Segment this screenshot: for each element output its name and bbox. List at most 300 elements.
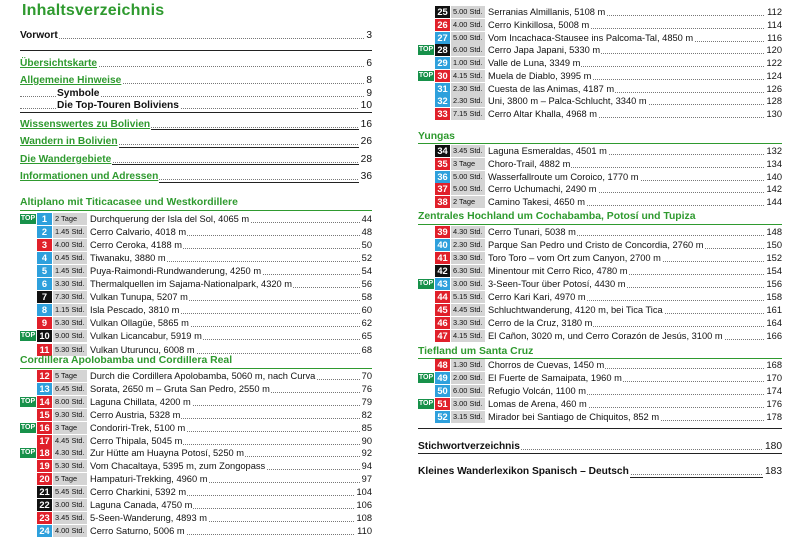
tour-duration: 5.30 Std. bbox=[53, 317, 87, 329]
tour-name: Toro Toro – vom Ort zum Canyon, 2700 m bbox=[488, 252, 661, 263]
tour-number-badge: 20 bbox=[37, 473, 52, 485]
tour-number-badge: 41 bbox=[435, 252, 450, 264]
tour-page: 126 bbox=[766, 83, 782, 94]
tour-number-badge: 23 bbox=[37, 512, 52, 524]
tour-entry[interactable] bbox=[418, 44, 782, 56]
tour-page: 70 bbox=[361, 371, 372, 381]
tour-duration: 1.45 Std. bbox=[53, 265, 87, 277]
tour-entry[interactable] bbox=[418, 6, 782, 18]
tour-name: 3-Seen-Tour über Potosí, 4430 m bbox=[488, 278, 626, 289]
tour-duration: 3.00 Std. bbox=[451, 398, 485, 410]
tour-page: 54 bbox=[361, 266, 372, 277]
toc-entry[interactable] bbox=[20, 153, 372, 166]
entry-label: Wissenswertes zu Bolivien bbox=[20, 119, 151, 130]
tour-duration: 2.30 Std. bbox=[451, 83, 485, 95]
tour-name: 5-Seen-Wanderung, 4893 m bbox=[90, 512, 207, 523]
tour-entry[interactable] bbox=[418, 158, 782, 170]
tour-duration: 5.30 Std. bbox=[53, 344, 87, 356]
entry-label: Die Wandergebiete bbox=[20, 154, 112, 165]
tour-duration: 5.00 Std. bbox=[451, 171, 485, 183]
section-underline bbox=[418, 143, 782, 144]
tour-entry[interactable] bbox=[418, 70, 782, 82]
entry-label: Wandern in Bolivien bbox=[20, 136, 118, 147]
top-badge: TOP bbox=[20, 423, 36, 431]
tour-name: Durch die Cordillera Apolobamba, 5060 m, nach Curva bbox=[90, 371, 316, 381]
tour-page: 170 bbox=[766, 372, 782, 383]
tour-name: Cuesta de las Animas, 4187 m bbox=[488, 83, 615, 94]
tour-page: 116 bbox=[767, 32, 782, 43]
tour-duration: 9.30 Std. bbox=[53, 409, 87, 421]
tour-entry[interactable] bbox=[20, 409, 372, 421]
tour-number-badge: 17 bbox=[37, 435, 52, 447]
tour-name: Laguna Chillata, 4200 m bbox=[90, 396, 191, 407]
tour-duration: 4.30 Std. bbox=[53, 447, 87, 459]
tour-number-badge: 52 bbox=[435, 411, 450, 423]
tour-entry[interactable] bbox=[418, 359, 782, 371]
tour-page: 85 bbox=[361, 422, 372, 433]
tour-page: 156 bbox=[766, 278, 782, 289]
tour-page: 76 bbox=[361, 383, 372, 394]
tour-number-badge: 15 bbox=[37, 409, 52, 421]
tour-number-badge: 33 bbox=[435, 108, 450, 120]
tour-number-badge: 39 bbox=[435, 226, 450, 238]
tour-name: Valle de Luna, 3349 m bbox=[488, 58, 581, 68]
tour-entry[interactable] bbox=[418, 226, 782, 238]
tour-name: Wasserfallroute um Coroico, 1770 m bbox=[488, 171, 639, 182]
tour-duration: 3.00 Std. bbox=[53, 499, 87, 511]
tour-duration: 5.00 Std. bbox=[451, 32, 485, 44]
tour-number-badge: 32 bbox=[435, 95, 450, 107]
tour-number-badge: 51 bbox=[435, 398, 450, 410]
tour-page: 62 bbox=[361, 318, 372, 329]
tour-page: 65 bbox=[361, 331, 372, 342]
tour-entry[interactable] bbox=[418, 145, 782, 157]
tour-page: 130 bbox=[766, 109, 782, 119]
tour-page: 104 bbox=[356, 487, 372, 498]
tour-name: Vulkan Licancabur, 5919 m bbox=[90, 331, 202, 342]
tour-name: Refugio Volcán, 1100 m bbox=[488, 385, 587, 396]
entry-label: Symbole bbox=[57, 88, 100, 99]
tour-number-badge: 28 bbox=[435, 44, 450, 56]
tour-page: 60 bbox=[361, 305, 372, 316]
tour-number-badge: 30 bbox=[435, 70, 450, 82]
section-underline bbox=[20, 210, 372, 211]
entry-label: Vorwort bbox=[20, 30, 58, 41]
tour-entry[interactable] bbox=[418, 196, 782, 208]
tour-duration: 3.00 Std. bbox=[451, 278, 485, 290]
top-badge: TOP bbox=[20, 332, 36, 340]
tour-name: Cerro Kinkillosa, 5008 m bbox=[488, 19, 590, 30]
divider-line bbox=[20, 112, 372, 113]
tour-duration: 4.00 Std. bbox=[451, 19, 485, 31]
top-badge: TOP bbox=[20, 397, 36, 405]
tour-entry[interactable] bbox=[418, 265, 782, 277]
tour-number-badge: 19 bbox=[37, 460, 52, 472]
tour-entry[interactable] bbox=[418, 372, 782, 384]
tour-entry[interactable] bbox=[418, 32, 782, 44]
entry-page: 180 bbox=[765, 441, 782, 452]
tour-duration: 3 Tage bbox=[53, 422, 87, 434]
tour-page: 132 bbox=[766, 146, 782, 156]
tour-duration: 2 Tage bbox=[451, 196, 485, 208]
tour-duration: 4.45 Std. bbox=[451, 304, 485, 316]
tour-entry[interactable] bbox=[418, 304, 782, 316]
tour-entry[interactable] bbox=[20, 304, 372, 316]
toc-entry[interactable] bbox=[418, 440, 782, 453]
tour-name: Laguna Canada, 4750 m bbox=[90, 500, 193, 510]
tour-duration: 3.15 Std. bbox=[451, 411, 485, 423]
tour-name: Cerro Tunari, 5038 m bbox=[488, 227, 576, 237]
tour-name: Serranias Almillanis, 5108 m bbox=[488, 7, 606, 17]
tour-entry[interactable] bbox=[418, 385, 782, 397]
tour-number-badge: 14 bbox=[37, 396, 52, 408]
toc-entry[interactable] bbox=[20, 118, 372, 131]
tour-number-badge: 16 bbox=[37, 422, 52, 434]
tour-duration: 4.00 Std. bbox=[53, 239, 87, 251]
tour-name: Durchquerung der Isla del Sol, 4065 m bbox=[90, 214, 250, 224]
tour-entry[interactable] bbox=[418, 57, 782, 69]
toc-entry[interactable] bbox=[20, 99, 372, 112]
tour-page: 150 bbox=[766, 239, 782, 250]
tour-name: Vom Incachaca-Stausee ins Palcoma-Tal, 4850 m bbox=[488, 32, 694, 43]
tour-duration: 1.00 Std. bbox=[451, 57, 485, 69]
tour-entry[interactable] bbox=[20, 499, 372, 511]
tour-duration: 3.45 Std. bbox=[451, 145, 485, 157]
entry-label: Kleines Wanderlexikon Spanisch – Deutsch bbox=[418, 466, 629, 477]
entry-page: 26 bbox=[360, 136, 372, 147]
section-title: Tiefland um Santa Cruz bbox=[418, 346, 534, 357]
tour-number-badge: 3 bbox=[37, 239, 52, 251]
tour-name: Tiwanaku, 3880 m bbox=[90, 253, 166, 264]
tour-duration: 1.30 Std. bbox=[451, 359, 485, 371]
tour-number-badge: 25 bbox=[435, 6, 450, 18]
tour-number-badge: 29 bbox=[435, 57, 450, 69]
tour-name: Camino Takesi, 4650 m bbox=[488, 197, 585, 208]
tour-page: 82 bbox=[361, 409, 372, 420]
tour-entry[interactable] bbox=[418, 239, 782, 251]
tour-number-badge: 35 bbox=[435, 158, 450, 170]
top-badge: TOP bbox=[418, 373, 434, 381]
tour-page: 128 bbox=[766, 96, 782, 107]
entry-page: 3 bbox=[366, 30, 372, 41]
tour-entry[interactable] bbox=[418, 398, 782, 410]
tour-name: Cerro Calvario, 4018 m bbox=[90, 227, 187, 238]
tour-number-badge: 42 bbox=[435, 265, 450, 277]
tour-name: Vulkan Uturuncu, 6008 m bbox=[90, 344, 195, 355]
tour-duration: 6.30 Std. bbox=[451, 265, 485, 277]
tour-name: Cerro Austria, 5328 m bbox=[90, 409, 181, 420]
tour-page: 79 bbox=[361, 396, 372, 407]
tour-entry[interactable] bbox=[20, 396, 372, 408]
top-badge: TOP bbox=[20, 215, 36, 222]
tour-entry[interactable] bbox=[418, 317, 782, 329]
tour-entry[interactable] bbox=[418, 411, 782, 423]
tour-duration: 6.00 Std. bbox=[451, 385, 485, 397]
tour-name: Minentour mit Cerro Rico, 4780 m bbox=[488, 265, 628, 276]
tour-entry[interactable] bbox=[418, 252, 782, 264]
tour-entry[interactable] bbox=[20, 486, 372, 498]
tour-entry[interactable] bbox=[20, 226, 372, 238]
tour-entry[interactable] bbox=[20, 460, 372, 472]
tour-duration: 4.15 Std. bbox=[451, 70, 485, 82]
divider-line bbox=[418, 428, 782, 429]
tour-number-badge: 46 bbox=[435, 317, 450, 329]
tour-page: 56 bbox=[361, 279, 372, 290]
tour-page: 166 bbox=[766, 330, 782, 341]
entry-page: 28 bbox=[360, 154, 372, 165]
toc-entry[interactable] bbox=[418, 465, 782, 478]
tour-page: 120 bbox=[766, 45, 782, 56]
tour-name: Cerro Japa Japani, 5330 m bbox=[488, 45, 601, 56]
tour-entry[interactable] bbox=[418, 19, 782, 31]
tour-number-badge: 44 bbox=[435, 291, 450, 303]
tour-number-badge: 49 bbox=[435, 372, 450, 384]
tour-page: 140 bbox=[766, 171, 782, 182]
entry-label: Stichwortverzeichnis bbox=[418, 441, 520, 452]
tour-entry[interactable] bbox=[418, 83, 782, 95]
tour-name: Mirador bei Santiago de Chiquitos, 852 m bbox=[488, 411, 660, 422]
tour-duration: 0.45 Std. bbox=[53, 252, 87, 264]
top-badge: TOP bbox=[418, 399, 434, 407]
entry-label: Übersichtskarte bbox=[20, 58, 98, 69]
tour-number-badge: 22 bbox=[37, 499, 52, 511]
section-title: Cordillera Apolobamba und Cordillera Real bbox=[20, 355, 233, 366]
tour-page: 50 bbox=[361, 240, 372, 251]
tour-number-badge: 50 bbox=[435, 385, 450, 397]
tour-number-badge: 13 bbox=[37, 383, 52, 395]
tour-entry[interactable] bbox=[20, 383, 372, 395]
tour-name: Vom Chacaltaya, 5395 m, zum Zongopass bbox=[90, 461, 266, 472]
tour-number-badge: 43 bbox=[435, 278, 450, 290]
tour-name: Thermalquellen im Sajama-Nationalpark, 4320 m bbox=[90, 279, 293, 290]
tour-number-badge: 40 bbox=[435, 239, 450, 251]
tour-duration: 4.30 Std. bbox=[451, 226, 485, 238]
tour-entry[interactable] bbox=[20, 317, 372, 329]
tour-entry[interactable] bbox=[20, 422, 372, 434]
tour-entry[interactable] bbox=[20, 265, 372, 277]
tour-entry[interactable] bbox=[20, 435, 372, 447]
tour-page: 152 bbox=[766, 252, 782, 263]
tour-number-badge: 9 bbox=[37, 317, 52, 329]
tour-entry[interactable] bbox=[20, 213, 372, 225]
tour-name: Cerro Ceroka, 4188 m bbox=[90, 240, 182, 251]
tour-number-badge: 5 bbox=[37, 265, 52, 277]
divider-line bbox=[418, 453, 782, 454]
entry-page: 8 bbox=[366, 75, 372, 86]
tour-duration: 7.30 Std. bbox=[53, 291, 87, 303]
tour-number-badge: 6 bbox=[37, 278, 52, 290]
tour-duration: 4.15 Std. bbox=[451, 330, 485, 342]
tour-duration: 3.30 Std. bbox=[53, 278, 87, 290]
tour-name: Cerro Altar Khalla, 4968 m bbox=[488, 109, 598, 119]
tour-name: Isla Pescado, 3810 m bbox=[90, 305, 180, 316]
divider-line bbox=[20, 50, 372, 51]
tour-number-badge: 10 bbox=[37, 330, 52, 342]
tour-number-badge: 37 bbox=[435, 183, 450, 195]
tour-duration: 5 Tage bbox=[53, 370, 87, 382]
tour-page: 58 bbox=[361, 292, 372, 303]
tour-name: Muela de Diablo, 3995 m bbox=[488, 70, 592, 81]
tour-page: 142 bbox=[766, 184, 782, 195]
tour-duration: 2.30 Std. bbox=[451, 239, 485, 251]
tour-entry[interactable] bbox=[20, 239, 372, 251]
tour-number-badge: 36 bbox=[435, 171, 450, 183]
tour-page: 148 bbox=[766, 227, 782, 237]
tour-page: 158 bbox=[766, 291, 782, 302]
tour-page: 124 bbox=[766, 70, 782, 81]
section-title: Altiplano mit Titicacasee und Westkordillere bbox=[20, 197, 238, 208]
tour-number-badge: 31 bbox=[435, 83, 450, 95]
tour-page: 90 bbox=[361, 435, 372, 446]
section-underline bbox=[20, 368, 372, 369]
tour-entry[interactable] bbox=[418, 108, 782, 120]
tour-name: El Fuerte de Samaipata, 1960 m bbox=[488, 372, 622, 383]
tour-name: Sorata, 2650 m – Gruta San Pedro, 2550 m bbox=[90, 383, 270, 394]
tour-entry[interactable] bbox=[20, 278, 372, 290]
top-badge: TOP bbox=[418, 46, 434, 54]
tour-entry[interactable] bbox=[20, 370, 372, 382]
section-title: Yungas bbox=[418, 131, 455, 142]
tour-entry[interactable] bbox=[20, 330, 372, 342]
tour-name: Condoriri-Trek, 5100 m bbox=[90, 422, 186, 433]
toc-entry[interactable] bbox=[20, 74, 372, 87]
tour-entry[interactable] bbox=[418, 278, 782, 290]
toc-entry[interactable] bbox=[20, 135, 372, 148]
tour-page: 108 bbox=[356, 512, 372, 523]
toc-entry[interactable] bbox=[20, 170, 372, 183]
tour-entry[interactable] bbox=[418, 95, 782, 107]
entry-page: 9 bbox=[366, 88, 372, 99]
tour-entry[interactable] bbox=[20, 344, 372, 356]
tour-entry[interactable] bbox=[418, 330, 782, 342]
tour-entry[interactable] bbox=[20, 291, 372, 303]
tour-page: 122 bbox=[766, 58, 782, 68]
tour-page: 97 bbox=[361, 474, 372, 485]
tour-number-badge: 26 bbox=[435, 19, 450, 31]
tour-number-badge: 48 bbox=[435, 359, 450, 371]
tour-duration: 2 Tage bbox=[53, 213, 87, 225]
tour-number-badge: 2 bbox=[37, 226, 52, 238]
tour-name: Cerro Kari Kari, 4970 m bbox=[488, 291, 586, 302]
tour-name: Choro-Trail, 4882 m bbox=[488, 158, 571, 169]
tour-page: 144 bbox=[766, 197, 782, 208]
tour-entry[interactable] bbox=[418, 291, 782, 303]
tour-name: Cerro Saturno, 5006 m bbox=[90, 525, 185, 536]
tour-name: Cerro Charkini, 5392 m bbox=[90, 487, 187, 498]
tour-number-badge: 11 bbox=[37, 344, 52, 356]
tour-page: 161 bbox=[766, 304, 782, 315]
tour-number-badge: 24 bbox=[37, 525, 52, 537]
toc-entry[interactable] bbox=[20, 29, 372, 42]
tour-entry[interactable] bbox=[20, 447, 372, 459]
tour-name: Zur Hütte am Huayna Potosí, 5250 m bbox=[90, 448, 244, 459]
tour-page: 174 bbox=[766, 385, 782, 396]
tour-duration: 7.15 Std. bbox=[451, 108, 485, 120]
top-badge: TOP bbox=[418, 71, 434, 79]
tour-number-badge: 4 bbox=[37, 252, 52, 264]
tour-page: 112 bbox=[767, 7, 782, 17]
entry-page: 10 bbox=[360, 100, 372, 111]
tour-number-badge: 7 bbox=[37, 291, 52, 303]
tour-duration: 1.15 Std. bbox=[53, 304, 87, 316]
tour-number-badge: 18 bbox=[37, 447, 52, 459]
entry-page: 183 bbox=[765, 466, 782, 477]
entry-label: Informationen und Adressen bbox=[20, 171, 159, 182]
tour-entry[interactable] bbox=[20, 512, 372, 524]
tour-duration: 5.15 Std. bbox=[451, 291, 485, 303]
tour-duration: 5.00 Std. bbox=[451, 6, 485, 18]
tour-page: 176 bbox=[766, 398, 782, 409]
tour-number-badge: 12 bbox=[37, 370, 52, 382]
tour-name: Hampaturi-Trekking, 4960 m bbox=[90, 474, 208, 485]
tour-duration: 1.45 Std. bbox=[53, 226, 87, 238]
tour-duration: 5.30 Std. bbox=[53, 460, 87, 472]
tour-duration: 2.30 Std. bbox=[451, 95, 485, 107]
tour-page: 114 bbox=[767, 19, 782, 30]
tour-duration: 5.00 Std. bbox=[451, 183, 485, 195]
tour-entry[interactable] bbox=[20, 525, 372, 537]
tour-name: Chorros de Cuevas, 1450 m bbox=[488, 360, 605, 370]
tour-duration: 6.45 Std. bbox=[53, 383, 87, 395]
entry-page: 6 bbox=[366, 58, 372, 69]
toc-entry[interactable] bbox=[20, 57, 372, 70]
tour-page: 48 bbox=[361, 227, 372, 238]
tour-page: 110 bbox=[357, 525, 372, 536]
tour-number-badge: 45 bbox=[435, 304, 450, 316]
tour-page: 68 bbox=[361, 344, 372, 355]
tour-name: Cerro de la Cruz, 3180 m bbox=[488, 317, 593, 328]
tour-entry[interactable] bbox=[20, 252, 372, 264]
tour-name: Vulkan Ollagüe, 5865 m bbox=[90, 318, 189, 329]
tour-name: Vulkan Tunupa, 5207 m bbox=[90, 292, 188, 303]
tour-entry[interactable] bbox=[418, 171, 782, 183]
tour-name: Cerro Thipala, 5045 m bbox=[90, 435, 183, 446]
tour-number-badge: 21 bbox=[37, 486, 52, 498]
tour-entry[interactable] bbox=[418, 183, 782, 195]
tour-page: 134 bbox=[766, 158, 782, 169]
tour-name: Uni, 3800 m – Palca-Schlucht, 3340 m bbox=[488, 96, 647, 107]
entry-label: Allgemeine Hinweise bbox=[20, 75, 122, 86]
tour-duration: 5.45 Std. bbox=[53, 486, 87, 498]
tour-duration: 8.00 Std. bbox=[53, 396, 87, 408]
tour-name: Schluchtwanderung, 4120 m, bei Tica Tica bbox=[488, 304, 663, 315]
tour-name: El Cañon, 3020 m, und Cerro Corazón de Jesús, 3100 m bbox=[488, 330, 723, 341]
tour-number-badge: 34 bbox=[435, 145, 450, 157]
tour-entry[interactable] bbox=[20, 473, 372, 485]
tour-name: Cerro Uchumachi, 2490 m bbox=[488, 184, 597, 195]
section-title: Zentrales Hochland um Cochabamba, Potosí und Tupiza bbox=[418, 211, 696, 222]
tour-page: 94 bbox=[361, 461, 372, 472]
tour-page: 154 bbox=[766, 265, 782, 276]
tour-number-badge: 1 bbox=[37, 213, 52, 225]
entry-page: 16 bbox=[360, 119, 372, 130]
tour-page: 44 bbox=[361, 214, 372, 224]
tour-name: Lomas de Arena, 460 m bbox=[488, 398, 587, 409]
tour-duration: 3.45 Std. bbox=[53, 512, 87, 524]
section-underline bbox=[418, 224, 782, 225]
tour-number-badge: 8 bbox=[37, 304, 52, 316]
dot-leader bbox=[20, 38, 372, 39]
page-title: Inhaltsverzeichnis bbox=[22, 2, 165, 19]
tour-page: 164 bbox=[766, 317, 782, 328]
entry-page: 36 bbox=[360, 171, 372, 182]
tour-duration: 9.00 Std. bbox=[53, 330, 87, 342]
tour-number-badge: 38 bbox=[435, 196, 450, 208]
tour-duration: 4.00 Std. bbox=[53, 525, 87, 537]
tour-duration: 6.00 Std. bbox=[451, 44, 485, 56]
top-badge: TOP bbox=[418, 279, 434, 287]
tour-page: 52 bbox=[361, 253, 372, 264]
